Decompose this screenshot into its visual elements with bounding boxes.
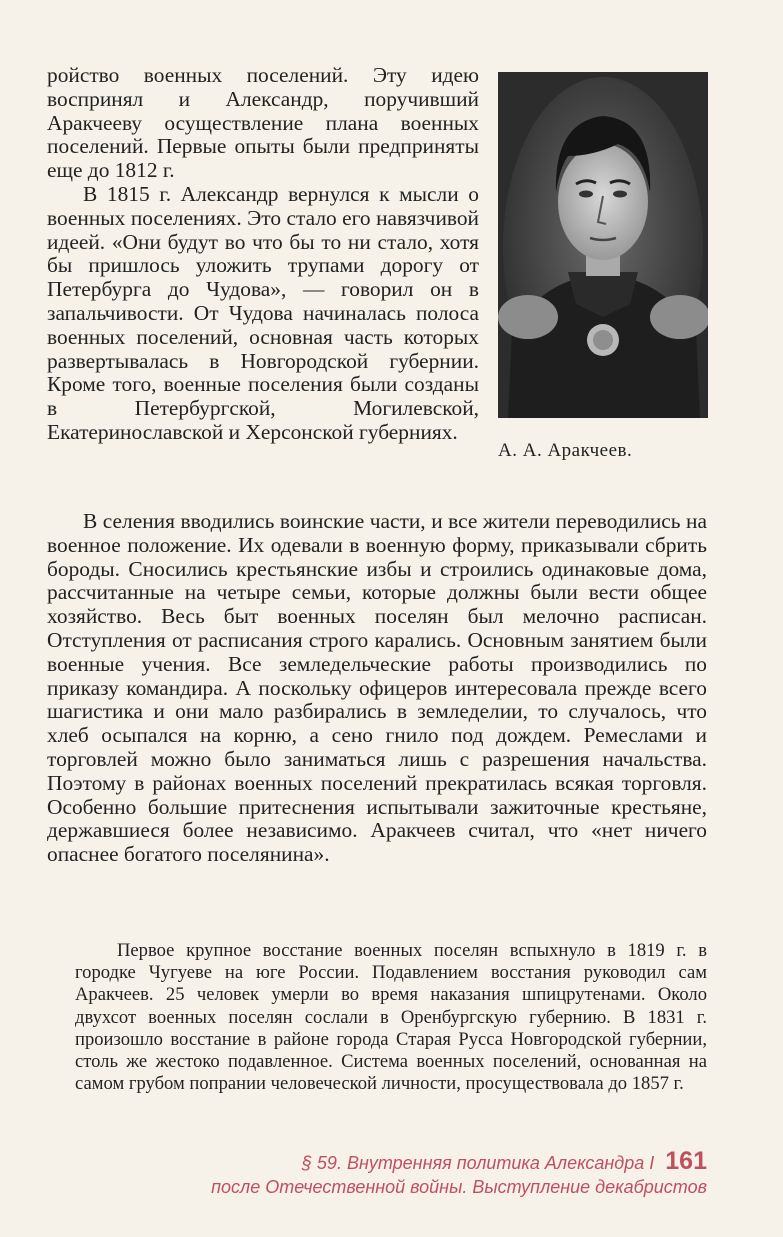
section-subtitle: после Отечественной войны. Выступление декабристов (211, 1177, 707, 1197)
paragraph: ройство военных поселений. Эту идею воспринял и Александр, поручивший Аракчееву осуществление плана военных поселений. Первые опыты были предприняты еще до 1812 г. (47, 63, 479, 183)
body-text (47, 510, 707, 867)
page-number: 161 (665, 1147, 707, 1175)
portrait-image (498, 72, 708, 418)
portrait-caption: А. А. Аракчеев. (498, 440, 633, 461)
portrait-engraving (498, 72, 708, 418)
page-footer (211, 1148, 707, 1198)
paragraph: В 1815 г. Александр вернулся к мысли о военных поселениях. Это стало его навязчивой идеей. «Они будут во что бы то ни стало, хотя бы пришлось уложить трупами дорогу от Петербурга до Чудова», — говорил он в запальчивости. От Чудова начиналась полоса военных поселений, основная часть которых развертывалась в Новгородской губернии. Кроме того, военные поселения были созданы в Петербургской, Могилевской, Екатеринославской и Херсонской губерниях. (47, 181, 479, 444)
section-title: § 59. Внутренняя политика Александра I (301, 1153, 655, 1173)
small-print-text (75, 940, 707, 1095)
column-text (47, 64, 479, 445)
paragraph: В селения вводились воинские части, и все жители переводились на военное положение. Их одевали в военную форму, приказывали сбрить бороды. Сносились крестьянские избы и строились одинаковые дома, рассчитанные на четыре семьи, которые должны были вести общее хозяйство. Весь быт военных поселян был мелочно расписан. Отступления от расписания строго карались. Основным занятием были военные учения. Все земледельческие работы производились по приказу командира. А поскольку офицеров интересовала прежде всего шагистика и они мало разбирались в земледелии, то случалось, что хлеб осыпался на корню, а сено гнило под дождем. Ремеслами и торговлей можно было заниматься лишь с разрешения начальства. Поэтому в районах военных поселений прекратилась всякая торговля. Особенно большие притеснения испытывали зажиточные крестьяне, державшиеся более независимо. Аракчеев считал, что «нет ничего опаснее богатого поселянина». (47, 509, 707, 867)
paragraph: Первое крупное восстание военных поселян вспыхнуло в 1819 г. в городке Чугуеве на юге России. Подавлением восстания руководил сам Аракчеев. 25 человек умерли во время наказания шпицрутенами. Около двухсот военных поселян сослали в Оренбургскую губернию. В 1831 г. произошло восстание в районе города Старая Русса Новгородской губернии, столь же жестоко подавленное. Система военных поселений, основанная на самом грубом попрании человеческой личности, просуществовала до 1857 г. (75, 940, 707, 1095)
